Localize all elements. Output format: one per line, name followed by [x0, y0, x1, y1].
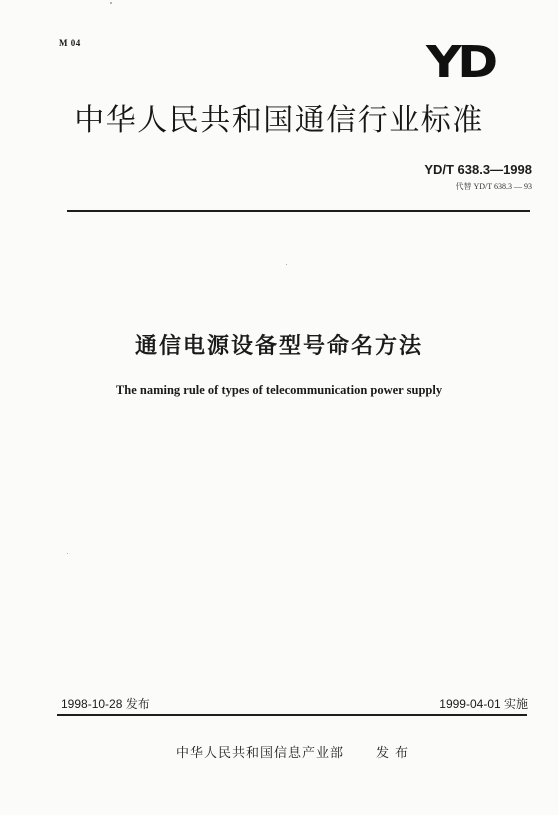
classification-code: M 04: [59, 38, 81, 48]
implementation-date: 1999-04-01 实施: [439, 697, 528, 711]
yd-logo: YD: [426, 37, 494, 88]
bottom-divider: [57, 714, 527, 716]
document-title-en: The naming rule of types of telecommunication power supply: [115, 383, 443, 397]
scan-speck: [110, 2, 112, 4]
scan-speck: [67, 553, 68, 554]
publish-label: 发布: [376, 746, 415, 761]
top-divider: [67, 210, 530, 212]
standard-number: YD/T 638.3—1998: [424, 162, 532, 177]
publisher-name: 中华人民共和国信息产业部: [176, 746, 345, 761]
document-title-cn: 通信电源设备型号命名方法: [134, 334, 423, 359]
replaces-standard: 代替 YD/T 638.3 — 93: [455, 182, 532, 191]
standard-category-title: 中华人民共和国通信行业标准: [74, 103, 484, 138]
scan-speck: [286, 264, 287, 265]
issue-date: 1998-10-28 发布: [61, 697, 150, 711]
